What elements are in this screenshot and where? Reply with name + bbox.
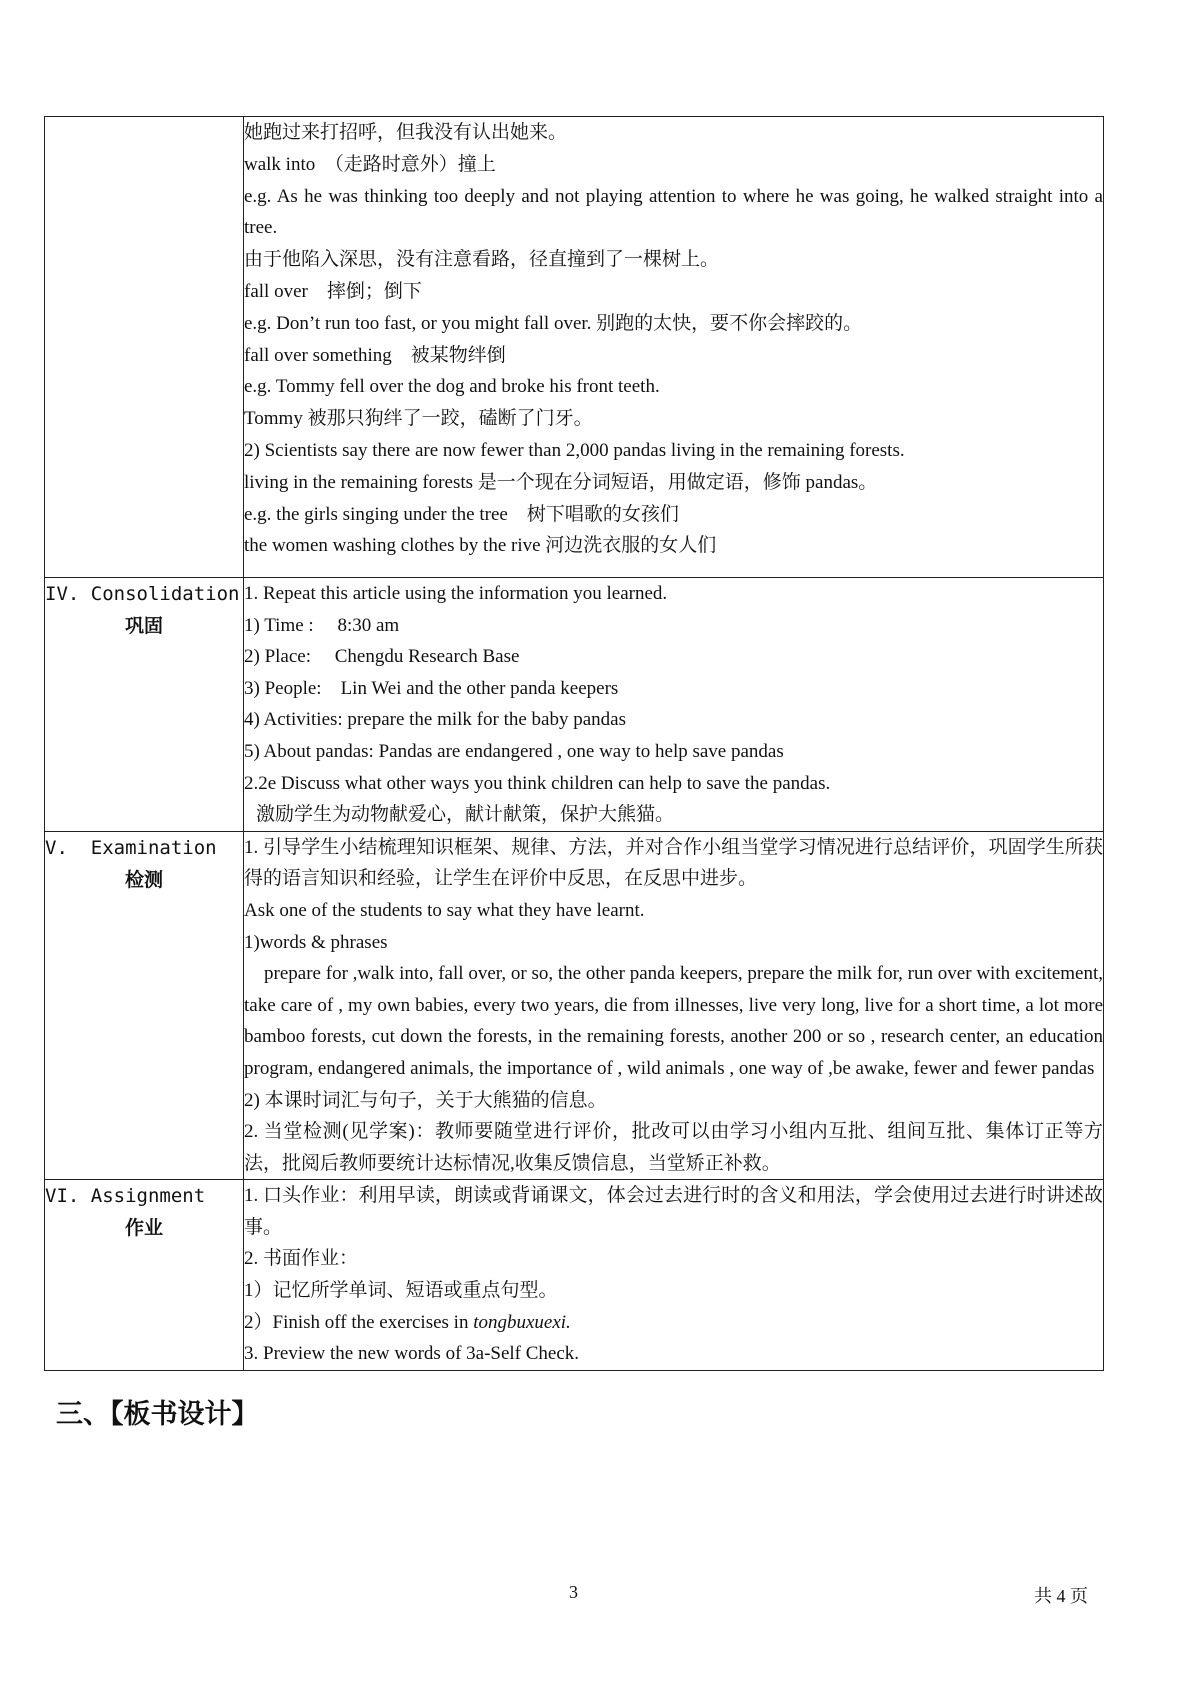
- text-line: 她跑过来打招呼，但我没有认出她来。: [244, 122, 568, 143]
- text-line: 2. 当堂检测(见学案)：教师要随堂进行评价，批改可以由学习小组内互批、组间互批、集体订正等方法，批阅后教师要统计达标情况,收集反馈信息，当堂矫正补救。: [244, 1121, 1103, 1174]
- table-row: [45, 117, 1104, 578]
- text-line: 2.2e Discuss what other ways you think children can help to save the pandas.: [244, 772, 831, 794]
- table-row: [45, 578, 1104, 832]
- text-line: 由于他陷入深思，没有注意看路，径直撞到了一棵树上。: [244, 249, 720, 271]
- content-cell: [244, 1180, 1104, 1371]
- table-row: [45, 1180, 1104, 1371]
- stage-label-zh: 作业: [124, 1217, 163, 1240]
- content-cell: [244, 578, 1104, 832]
- text-line: Ask one of the students to say what they have learnt.: [244, 899, 645, 921]
- stage-cell: [45, 578, 244, 832]
- text-line: fall over something 被某物绊倒: [244, 344, 506, 366]
- section-heading: 三、【板书设计】: [56, 1399, 259, 1430]
- content-cell: [244, 831, 1104, 1180]
- text-line: e.g. Tommy fell over the dog and broke his front teeth.: [244, 376, 660, 398]
- text-line: 3) People: Lin Wei and the other panda keepers: [244, 677, 619, 699]
- text-line: 2) Place: Chengdu Research Base: [244, 646, 520, 668]
- text-line: 5) About pandas: Pandas are endangered , one way to help save pandas: [244, 740, 784, 762]
- stage-label-en: V. Examination: [45, 836, 217, 859]
- book-title: tongbuxuexi.: [473, 1311, 571, 1333]
- text-line: 1）记忆所学单词、短语或重点句型。: [244, 1280, 558, 1302]
- text-line: 1)words & phrases: [244, 931, 388, 953]
- text-line: prepare for ,walk into, fall over, or so, the other panda keepers, prepare the milk for, run over with excitement, take care of , my own babies, every two years, die from illnesses, live very long, live for a short time, a lot more bamboo forests, cut down the forests, in the remaining forests, another 200 or so , research center, an education program, endangered animals, the importance of , wild animals , one way of ,be awake, fewer and fewer pandas: [244, 963, 1103, 1079]
- stage-cell-empty: [45, 117, 244, 578]
- text-line: [244, 1307, 1103, 1339]
- text-line: living in the remaining forests 是一个现在分词短语，用做定语，修饰 pandas。: [244, 471, 878, 493]
- stage-label-en: VI. Assignment: [45, 1185, 206, 1208]
- text-line: 1. 口头作业：利用早读，朗读或背诵课文，体会过去进行时的含义和用法，学会使用过去进行时讲述故事。: [244, 1185, 1103, 1238]
- text-line: 1. Repeat this article using the information you learned.: [244, 583, 668, 604]
- page-total: 共 4 页: [1034, 1586, 1088, 1606]
- text-line: 2) Scientists say there are now fewer than 2,000 pandas living in the remaining forests.: [244, 439, 905, 461]
- content-cell: [244, 117, 1104, 578]
- text-line-part: 2）Finish off the exercises in: [244, 1311, 474, 1333]
- text-line: the women washing clothes by the rive 河边洗衣服的女人们: [244, 535, 717, 557]
- text-line: 2. 书面作业：: [244, 1248, 359, 1270]
- text-line: 3. Preview the new words of 3a-Self Check.: [244, 1343, 580, 1365]
- page-number: 3: [569, 1582, 578, 1602]
- text-line: e.g. the girls singing under the tree 树下唱歌的女孩们: [244, 503, 679, 525]
- text-line: walk into （走路时意外）撞上: [244, 153, 496, 175]
- stage-label-en: IV. Consolidation: [45, 583, 240, 605]
- text-line: Tommy 被那只狗绊了一跤，磕断了门牙。: [244, 408, 593, 430]
- text-line: e.g. Don’t run too fast, or you might fall over. 别跑的太快，要不你会摔跤的。: [244, 312, 863, 334]
- text-line: 4) Activities: prepare the milk for the baby pandas: [244, 709, 626, 731]
- text-line: 1. 引导学生小结梳理知识框架、规律、方法，并对合作小组当堂学习情况进行总结评价，巩固学生所获得的语言知识和经验，让学生在评价中反思，在反思中进步。: [244, 836, 1103, 890]
- text-line: 激励学生为动物献爱心，献计献策，保护大熊猫。: [256, 804, 675, 826]
- stage-label-zh: 巩固: [124, 615, 163, 637]
- text-line: e.g. As he was thinking too deeply and not playing attention to where he was going, he walked straight into a tree.: [244, 185, 1103, 239]
- text-line: fall over 摔倒；倒下: [244, 280, 422, 302]
- stage-cell: [45, 1180, 244, 1371]
- text-line: 2) 本课时词汇与句子，关于大熊猫的信息。: [244, 1089, 607, 1111]
- stage-label-zh: 检测: [124, 868, 163, 891]
- text-line: 1) Time : 8:30 am: [244, 614, 400, 636]
- table-row: [45, 831, 1104, 1180]
- stage-cell: [45, 831, 244, 1180]
- lesson-plan-table: [44, 116, 1104, 1371]
